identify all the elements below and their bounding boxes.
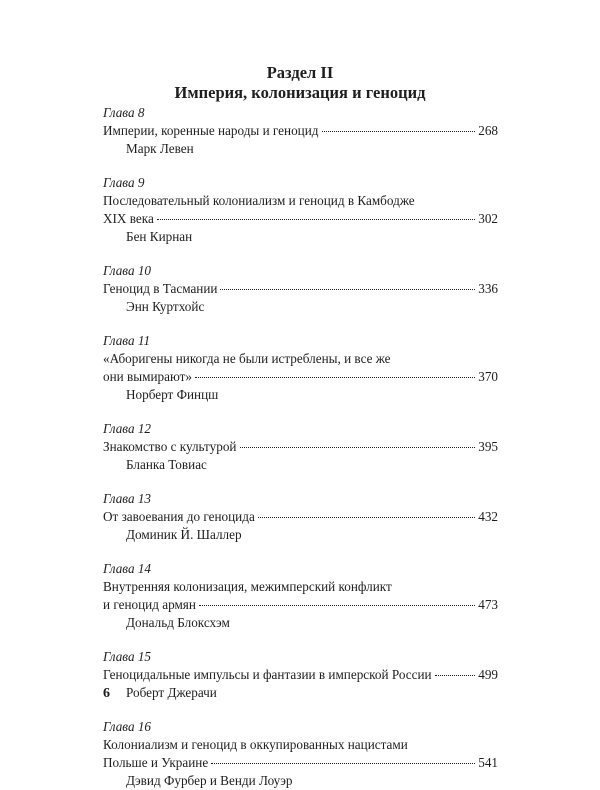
chapter-title: Знакомство с культурой — [103, 439, 237, 454]
section-label: Раздел II — [266, 63, 334, 82]
chapter-author: Дэвид Фурбер и Венди Лоуэр — [126, 773, 293, 788]
table-of-contents — [103, 104, 498, 790]
chapter-title: Геноцид в Тасмании — [103, 281, 218, 296]
toc-entry — [103, 174, 498, 246]
dot-leader — [199, 605, 475, 606]
chapter-title-line — [103, 666, 498, 684]
chapter-title-line — [103, 280, 498, 298]
chapter-title: «Аборигены никогда не были истреблены, и все же — [103, 351, 391, 366]
chapter-title: Колониализм и геноцид в оккупированных нацистами — [103, 737, 408, 752]
dot-leader — [240, 447, 476, 448]
chapter-title-line — [103, 736, 498, 754]
chapter-label: Глава 11 — [103, 333, 151, 348]
chapter-title: Внутренняя колонизация, межимперский конфликт — [103, 579, 392, 594]
chapter-author: Доминик Й. Шаллер — [126, 527, 242, 542]
chapter-title: Геноцидальные импульсы и фантазии в имперской России — [103, 667, 432, 682]
chapter-page-number: 499 — [478, 667, 498, 682]
chapter-author: Роберт Джерачи — [126, 685, 217, 700]
chapter-label: Глава 14 — [103, 561, 152, 576]
chapter-page-number: 268 — [478, 123, 498, 138]
chapter-title-line — [103, 508, 498, 526]
dot-leader — [435, 675, 476, 676]
chapter-title-line — [103, 192, 498, 210]
chapter-label: Глава 8 — [103, 105, 145, 120]
toc-entry — [103, 262, 498, 316]
chapter-page-number: 370 — [478, 369, 498, 384]
toc-entry — [103, 104, 498, 158]
chapter-label: Глава 16 — [103, 719, 152, 734]
chapter-title: и геноцид армян — [103, 597, 196, 612]
chapter-page-number: 541 — [478, 755, 498, 770]
chapter-label: Глава 13 — [103, 491, 152, 506]
chapter-label: Глава 12 — [103, 421, 152, 436]
chapter-title-line — [103, 368, 498, 386]
chapter-author: Бен Кирнан — [126, 229, 193, 244]
chapter-author: Дональд Блоксхэм — [126, 615, 230, 630]
chapter-page-number: 432 — [478, 509, 498, 524]
chapter-author: Бланка Товиас — [126, 457, 207, 472]
chapter-title-line — [103, 122, 498, 140]
chapter-page-number: 395 — [478, 439, 498, 454]
chapter-page-number: 336 — [478, 281, 498, 296]
toc-entry — [103, 490, 498, 544]
dot-leader — [322, 131, 476, 132]
page-number: 6 — [103, 686, 110, 701]
chapter-title-line — [103, 210, 498, 228]
chapter-title: XIX века — [103, 211, 154, 226]
chapter-title: они вымирают» — [103, 369, 192, 384]
chapter-title: От завоевания до геноцида — [103, 509, 255, 524]
chapter-title-line — [103, 578, 498, 596]
chapter-author: Энн Куртхойс — [126, 299, 205, 314]
toc-entry — [103, 420, 498, 474]
chapter-label: Глава 15 — [103, 649, 152, 664]
chapter-author: Марк Левен — [126, 141, 194, 156]
toc-entry — [103, 718, 498, 790]
dot-leader — [195, 377, 475, 378]
chapter-title-line — [103, 438, 498, 456]
chapter-title-line — [103, 754, 498, 772]
dot-leader — [220, 289, 475, 290]
chapter-page-number: 302 — [478, 211, 498, 226]
toc-entry — [103, 648, 498, 702]
toc-entry — [103, 332, 498, 404]
chapter-title: Польше и Украине — [103, 755, 209, 770]
chapter-title-line — [103, 350, 498, 368]
toc-entry — [103, 560, 498, 632]
chapter-title: Империи, коренные народы и геноцид — [103, 123, 319, 138]
chapter-label: Глава 10 — [103, 263, 152, 278]
section-header — [0, 63, 600, 103]
dot-leader — [211, 763, 475, 764]
chapter-page-number: 473 — [478, 597, 498, 612]
chapter-title: Последовательный колониализм и геноцид в Камбодже — [103, 193, 415, 208]
section-title: Империя, колонизация и геноцид — [174, 83, 426, 102]
chapter-title-line — [103, 596, 498, 614]
chapter-author: Норберт Финцш — [126, 387, 219, 402]
chapter-label: Глава 9 — [103, 175, 145, 190]
dot-leader — [157, 219, 475, 220]
dot-leader — [258, 517, 475, 518]
